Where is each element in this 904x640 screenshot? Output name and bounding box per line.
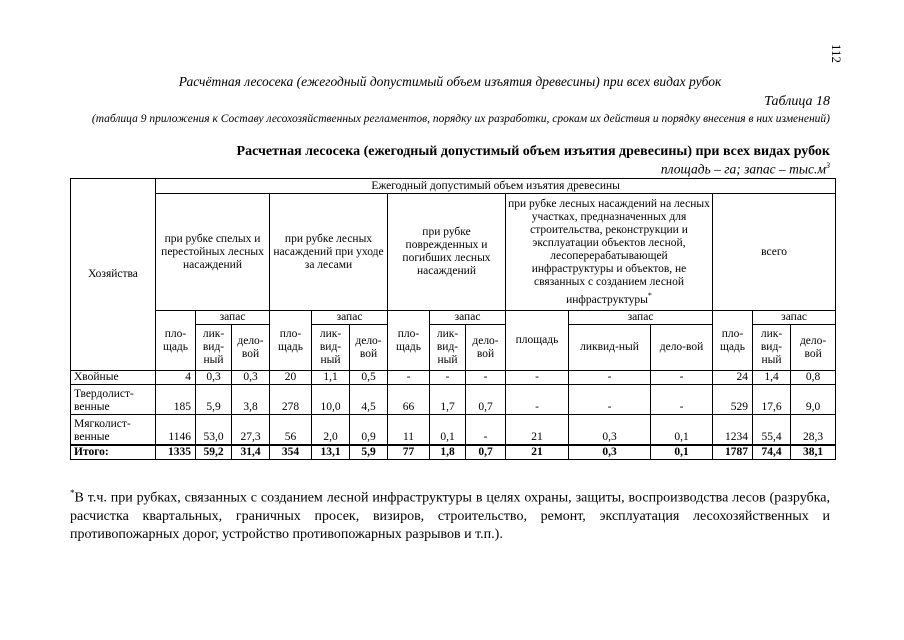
header-area: пло-щадь: [388, 311, 430, 371]
header-group-total: всего: [713, 194, 836, 311]
cell: 1146: [156, 415, 196, 445]
cell: -: [569, 371, 651, 385]
cell: 38,1: [791, 445, 836, 460]
cell: -: [388, 371, 430, 385]
cell: 77: [388, 445, 430, 460]
header-stock: запас: [569, 311, 713, 325]
cell: 4: [156, 371, 196, 385]
cell: 1,1: [312, 371, 350, 385]
cell: 21: [506, 445, 569, 460]
table-row-softwood: [71, 415, 836, 445]
footnote: [70, 484, 830, 544]
units-text: площадь – га; запас – тыс.м: [660, 161, 826, 177]
cell: 24: [713, 371, 753, 385]
cell: -: [569, 385, 651, 415]
cell: 28,3: [791, 415, 836, 445]
table-row-hardwood: [71, 385, 836, 415]
cell: 0,3: [232, 371, 270, 385]
cell: 185: [156, 385, 196, 415]
cell: 529: [713, 385, 753, 415]
cell: 1234: [713, 415, 753, 445]
cell: 20: [270, 371, 312, 385]
cell: 0,1: [651, 415, 713, 445]
cell: 55,4: [753, 415, 791, 445]
cell: 66: [388, 385, 430, 415]
row-name: Итого:: [71, 445, 156, 460]
cell: 0,5: [350, 371, 388, 385]
header-group-thinning: при рубке лесных насаждений при уходе за лесами: [270, 194, 388, 311]
cell: 1,4: [753, 371, 791, 385]
table-number: Таблица 18: [764, 94, 830, 109]
header-area: пло-щадь: [156, 311, 196, 371]
header-business: дело-вой: [651, 325, 713, 371]
header-area: пло-щадь: [713, 311, 753, 371]
units-superscript: 3: [826, 161, 830, 170]
cell: 0,3: [569, 445, 651, 460]
header-group-mature: при рубке спелых и перестойных лесных насаждений: [156, 194, 270, 311]
cell: 1787: [713, 445, 753, 460]
header-liquid: лик-вид-ный: [753, 325, 791, 371]
header-group-damaged: при рубке поврежденных и погибших лесных насаждений: [388, 194, 506, 311]
cell: 56: [270, 415, 312, 445]
cell: -: [466, 371, 506, 385]
cell: -: [506, 385, 569, 415]
cell: 1335: [156, 445, 196, 460]
cell: 0,1: [651, 445, 713, 460]
header-farm: Хозяйства: [71, 179, 156, 371]
table-row-conifer: [71, 371, 836, 385]
header-top: Ежегодный допустимый объем изъятия древесины: [156, 179, 836, 194]
cell: -: [651, 371, 713, 385]
cell: 1,7: [430, 385, 466, 415]
header-business: дело-вой: [466, 325, 506, 371]
header-stock: запас: [196, 311, 270, 325]
footnote-mark: *: [70, 488, 75, 498]
header-business: дело-вой: [791, 325, 836, 371]
header-liquid: лик-вид-ный: [196, 325, 232, 371]
table-title: Расчетная лесосека (ежегодный допустимый объем изъятия древесины) при всех видах рубок: [236, 144, 830, 159]
header-business: дело-вой: [350, 325, 388, 371]
header-liquid: ликвид-ный: [569, 325, 651, 371]
row-name: Мягколист-венные: [71, 415, 156, 445]
header-liquid: лик-вид-ный: [430, 325, 466, 371]
cell: 5,9: [350, 445, 388, 460]
cell: 59,2: [196, 445, 232, 460]
cell: 9,0: [791, 385, 836, 415]
cell: 10,0: [312, 385, 350, 415]
table-reference: (таблица 9 приложения к Составу лесохозяйственных регламентов, порядку их разработки, срокам их действия и порядку внесения в них изменений): [91, 113, 830, 125]
cell: 5,9: [196, 385, 232, 415]
cell: -: [506, 371, 569, 385]
caption: Расчётная лесосека (ежегодный допустимый объем изъятия древесины) при всех видах рубок: [178, 74, 722, 89]
cell: 53,0: [196, 415, 232, 445]
cell: -: [466, 415, 506, 445]
cell: 27,3: [232, 415, 270, 445]
cell: 11: [388, 415, 430, 445]
cell: 0,8: [791, 371, 836, 385]
allowable-cut-table: [70, 178, 836, 460]
footnote-text: В т.ч. при рубках, связанных с созданием лесной инфраструктуры в целях охраны, защиты, воспроизводства лесов (разрубка, расчистка квартальных, граничных просек, визиров, строительство, ремонт, эксплуатация лесохозяйственных и противопожарных дорог, устройство противопожарных разрывов и т.п.).: [70, 490, 830, 542]
page-number: 112: [829, 44, 844, 64]
header-area: площадь: [506, 311, 569, 371]
cell: 31,4: [232, 445, 270, 460]
cell: 3,8: [232, 385, 270, 415]
cell: 4,5: [350, 385, 388, 415]
cell: 1,8: [430, 445, 466, 460]
cell: 278: [270, 385, 312, 415]
table-row-total: [71, 445, 836, 460]
header-group-infrastructure-text: при рубке лесных насаждений на лесных участках, предназначенных для строительства, реконструкции и эксплуатации объектов лесной, лесоперерабатывающей инфраструктуры и объектов, не связанных с созданием лесной инфраструктуры: [508, 197, 710, 306]
row-name: Хвойные: [71, 371, 156, 385]
header-stock: запас: [753, 311, 836, 325]
cell: 2,0: [312, 415, 350, 445]
cell: 13,1: [312, 445, 350, 460]
units: [661, 161, 830, 178]
cell: -: [651, 385, 713, 415]
header-group-infrastructure: [506, 194, 713, 311]
cell: 0,1: [430, 415, 466, 445]
cell: 74,4: [753, 445, 791, 460]
header-area: пло-щадь: [270, 311, 312, 371]
header-stock: запас: [312, 311, 388, 325]
cell: 21: [506, 415, 569, 445]
header-business: дело-вой: [232, 325, 270, 371]
cell: -: [430, 371, 466, 385]
cell: 354: [270, 445, 312, 460]
header-liquid: лик-вид-ный: [312, 325, 350, 371]
header-stock: запас: [430, 311, 506, 325]
cell: 0,9: [350, 415, 388, 445]
cell: 0,7: [466, 445, 506, 460]
header-footnote-mark: *: [647, 290, 652, 300]
cell: 0,3: [569, 415, 651, 445]
row-name: Твердолист-венные: [71, 385, 156, 415]
cell: 0,3: [196, 371, 232, 385]
cell: 17,6: [753, 385, 791, 415]
cell: 0,7: [466, 385, 506, 415]
